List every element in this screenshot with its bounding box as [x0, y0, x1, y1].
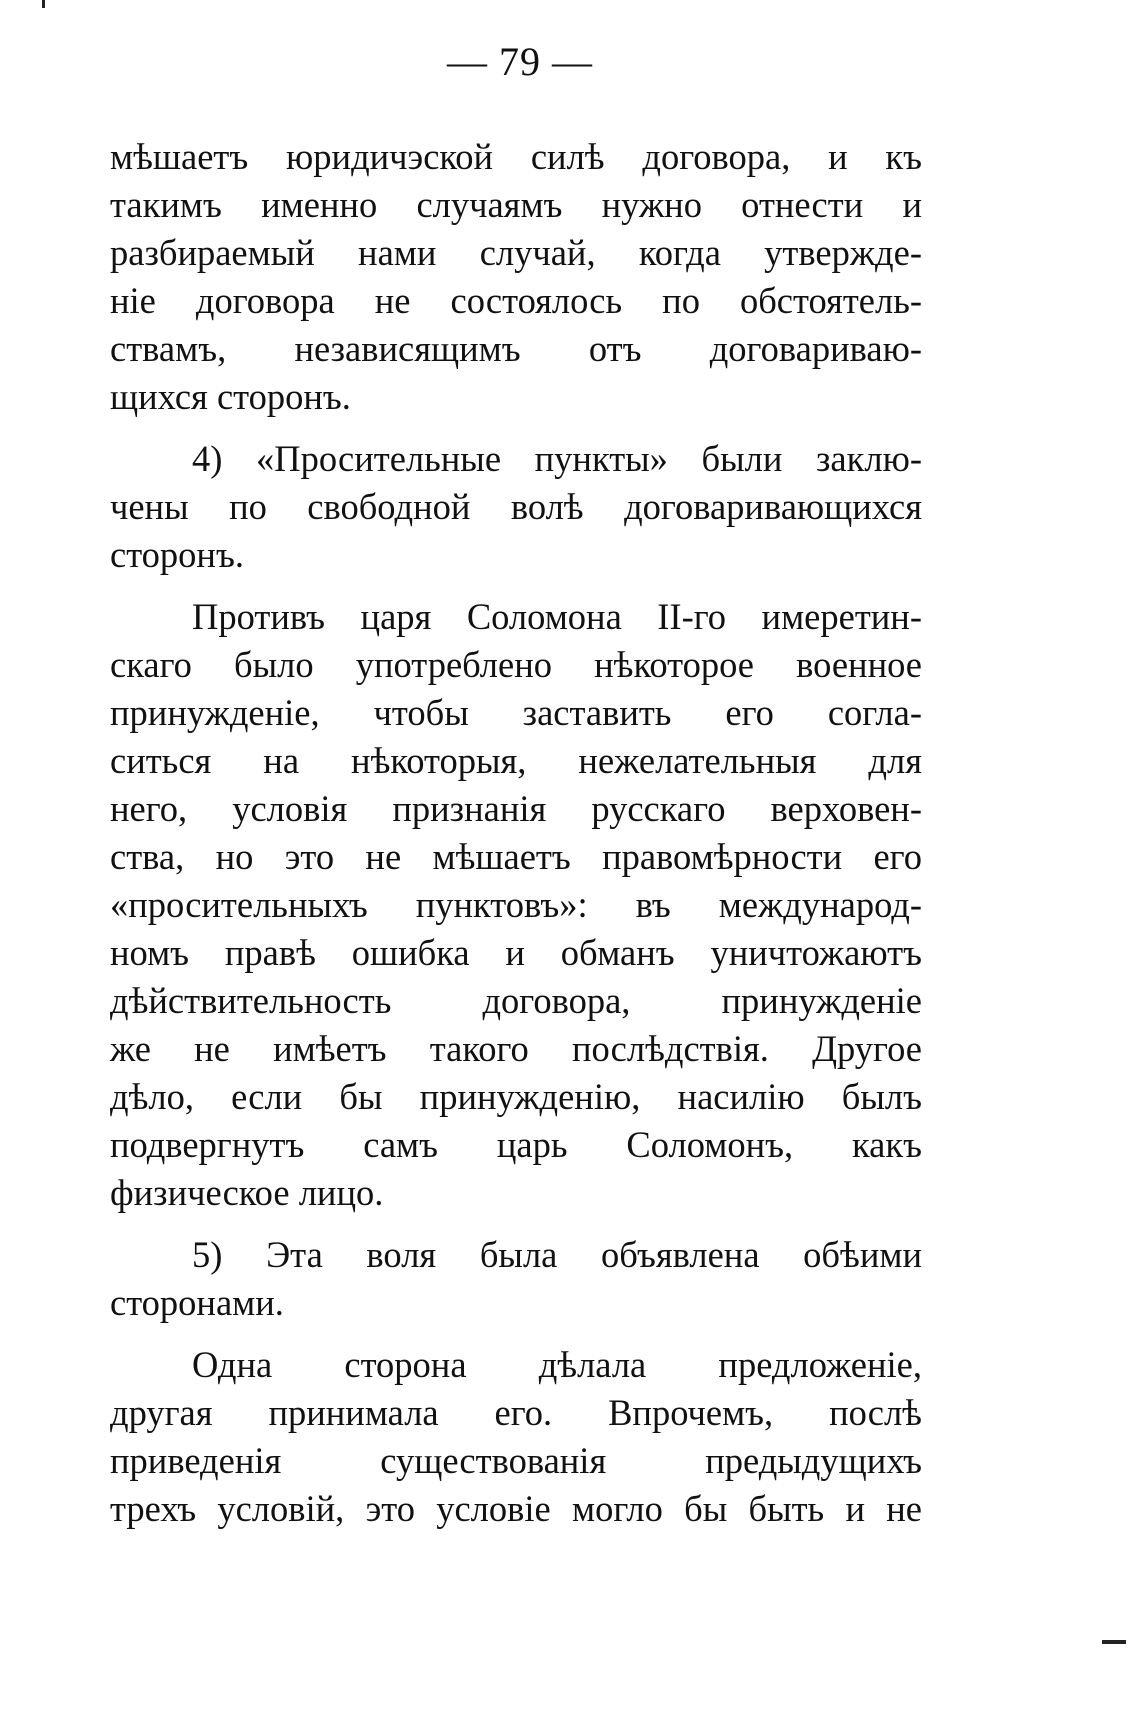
- paragraph-gap: [110, 579, 922, 593]
- page-number: — 79 —: [447, 39, 593, 84]
- text-line: ситься на нѣкоторыя, нежелательныя для: [110, 740, 922, 781]
- text-line: такимъ именно случаямъ нужно отнести и: [110, 184, 922, 225]
- text-line: чены по свободной волѣ договаривающихся: [110, 486, 922, 527]
- text-line: номъ правѣ ошибка и обманъ уничтожаютъ: [110, 932, 922, 973]
- text-line: другая принимала его. Впрочемъ, послѣ: [110, 1392, 922, 1433]
- text-line: ніе договора не состоялось по обстоятель-: [110, 280, 922, 321]
- text-line: же не имѣетъ такого послѣдствія. Другое: [110, 1028, 922, 1069]
- text-line: ствамъ, независящимъ отъ договариваю-: [110, 328, 922, 369]
- text-line: подвергнутъ самъ царь Соломонъ, какъ: [110, 1124, 922, 1165]
- text-line: ства, но это не мѣшаетъ правомѣрности его: [110, 836, 922, 877]
- text-line: дѣло, если бы принужденію, насилію былъ: [110, 1076, 922, 1117]
- text-line: физическое лицо.: [110, 1172, 384, 1213]
- text-line: Одна сторона дѣлала предложеніе,: [192, 1344, 922, 1385]
- paragraph-p4: [110, 1231, 922, 1327]
- text-line: «просительныхъ пунктовъ»: въ международ-: [110, 884, 922, 925]
- text-line: щихся сторонъ.: [110, 376, 351, 417]
- text-line: 4) «Просительные пункты» были заклю-: [192, 438, 922, 479]
- scan-mark-right: [1102, 1640, 1126, 1644]
- paragraph-p1: [110, 133, 922, 421]
- text-line: приведенія существованія предыдущихъ: [110, 1440, 922, 1481]
- text-line: дѣйствительность договора, принужденіе: [110, 980, 922, 1021]
- text-line: разбираемый нами случай, когда утвержде-: [110, 232, 922, 273]
- text-line: сторонъ.: [110, 534, 244, 575]
- text-line: принужденіе, чтобы заставить его согла-: [110, 692, 922, 733]
- paragraph-p3: [110, 593, 922, 1217]
- text-line: Противъ царя Соломона II-го имеретин-: [192, 596, 922, 637]
- text-line: скаго было употреблено нѣкоторое военное: [110, 644, 922, 685]
- body-text: [110, 133, 922, 1533]
- scan-mark-top: [42, 0, 45, 8]
- paragraph-p5: [110, 1341, 922, 1533]
- paragraph-gap: [110, 421, 922, 435]
- text-line: трехъ условій, это условіе могло бы быть и не: [110, 1488, 922, 1529]
- paragraph-p2: [110, 435, 922, 579]
- text-line: него, условія признанія русскаго верховен-: [110, 788, 922, 829]
- text-line: мѣшаетъ юридичэской силѣ договора, и къ: [110, 136, 922, 177]
- text-line: сторонами.: [110, 1282, 284, 1323]
- paragraph-gap: [110, 1327, 922, 1341]
- paragraph-gap: [110, 1217, 922, 1231]
- text-line: 5) Эта воля была объявлена обѣими: [192, 1234, 922, 1275]
